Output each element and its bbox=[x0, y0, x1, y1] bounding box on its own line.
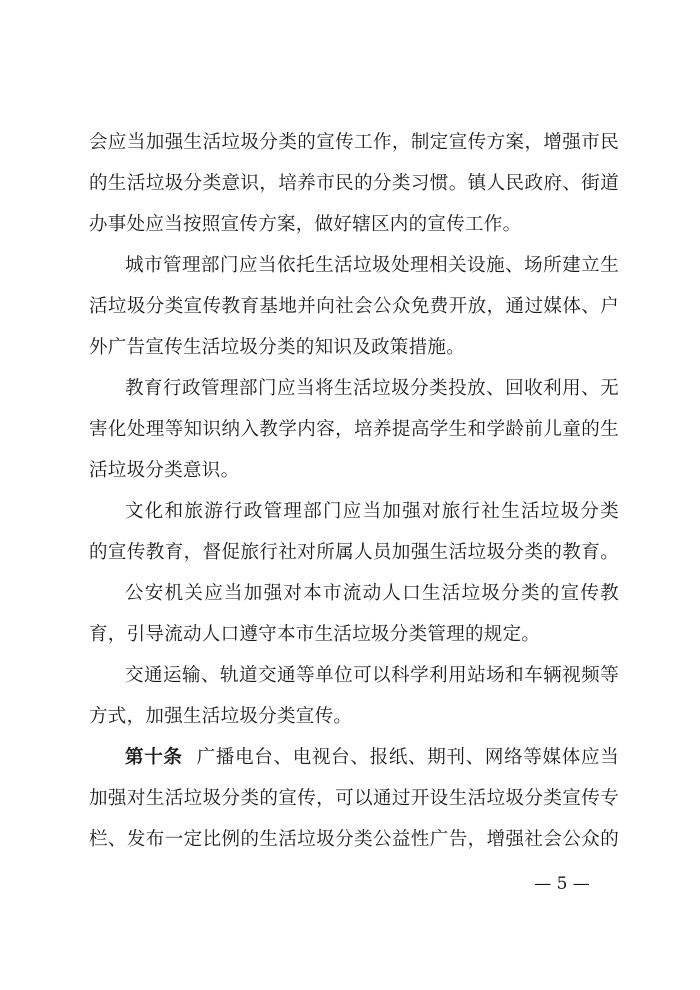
text-line: 害化处理等知识纳入教学内容，培养提高学生和学龄前儿童的生 bbox=[89, 419, 619, 440]
text-line: 的宣传教育，督促旅行社对所属人员加强生活垃圾分类的教育。 bbox=[89, 542, 619, 563]
article-10-heading: 第十条 bbox=[125, 747, 183, 768]
article-10-text: 广播电台、电视台、报纸、期刊、网络等媒体应当 bbox=[196, 747, 619, 768]
text-line: 方式，加强生活垃圾分类宣传。 bbox=[89, 706, 353, 727]
text-line: 文化和旅游行政管理部门应当加强对旅行社生活垃圾分类 bbox=[125, 501, 619, 522]
page-number: — 5 — bbox=[534, 874, 590, 894]
text-line: 外广告宣传生活垃圾分类的知识及政策措施。 bbox=[89, 337, 466, 358]
text-line: 活垃圾分类意识。 bbox=[89, 460, 240, 481]
text-line: 城市管理部门应当依托生活垃圾处理相关设施、场所建立生 bbox=[125, 255, 619, 276]
article-10-first-line bbox=[125, 746, 619, 770]
text-line: 教育行政管理部门应当将生活垃圾分类投放、回收利用、无 bbox=[125, 378, 619, 399]
text-line: 加强对生活垃圾分类的宣传，可以通过开设生活垃圾分类宣传专 bbox=[89, 788, 619, 809]
text-line: 交通运输、轨道交通等单位可以科学利用站场和车辆视频等 bbox=[125, 665, 619, 686]
text-line: 的生活垃圾分类意识，培养市民的分类习惯。镇人民政府、街道 bbox=[89, 173, 619, 194]
text-line: 办事处应当按照宣传方案，做好辖区内的宣传工作。 bbox=[89, 214, 522, 235]
text-line: 会应当加强生活垃圾分类的宣传工作，制定宣传方案，增强市民 bbox=[89, 132, 619, 153]
text-line: 育，引导流动人口遵守本市生活垃圾分类管理的规定。 bbox=[89, 624, 541, 645]
text-line: 公安机关应当加强对本市流动人口生活垃圾分类的宣传教 bbox=[125, 583, 619, 604]
text-line: 栏、发布一定比例的生活垃圾分类公益性广告，增强社会公众的 bbox=[89, 829, 619, 850]
text-line: 活垃圾分类宣传教育基地并向社会公众免费开放，通过媒体、户 bbox=[89, 296, 619, 317]
